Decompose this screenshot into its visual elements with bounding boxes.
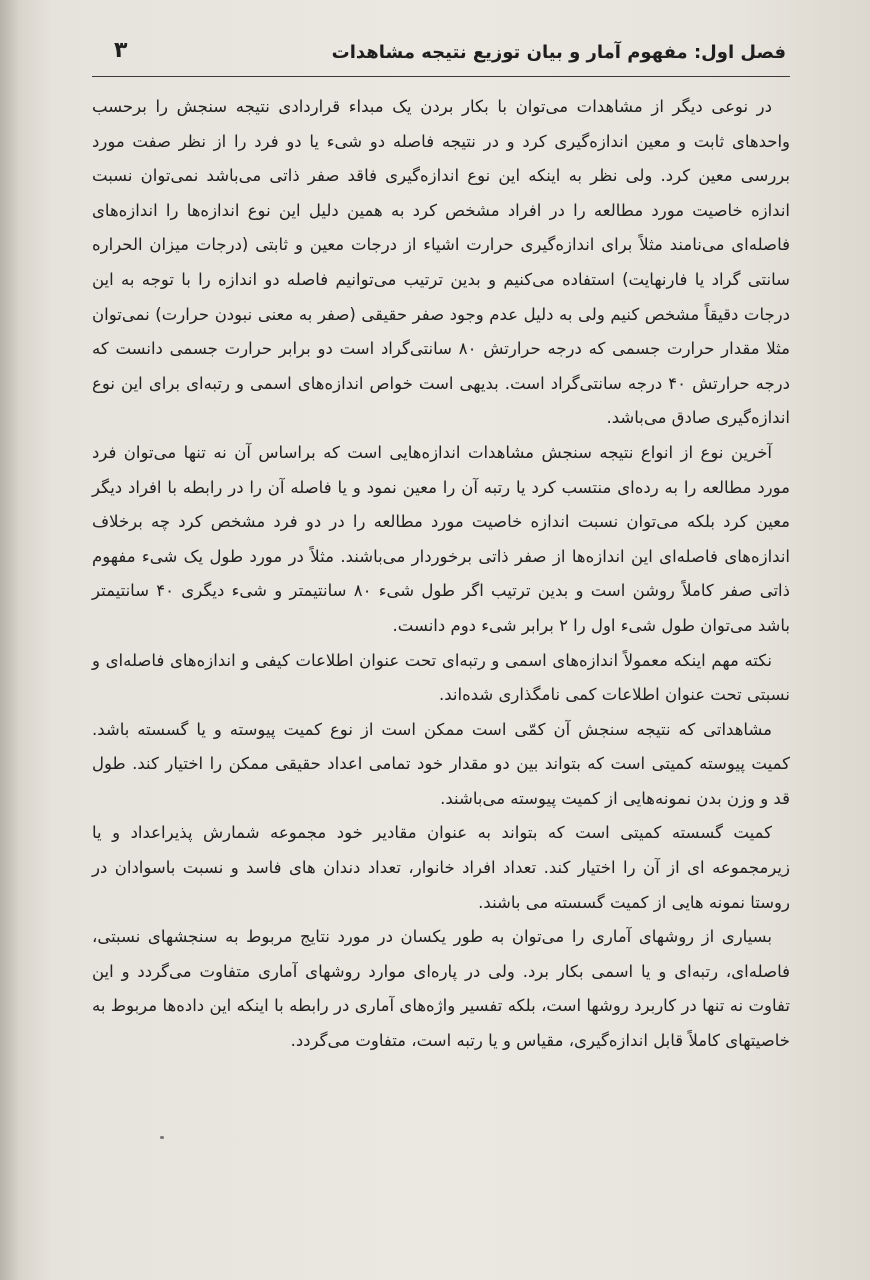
paragraph: آخرین نوع از انواع نتیجه سنجش مشاهدات اندازه‌هایی است که براساس آن نه تنها می‌توان فرد مورد مطالعه را به رده‌ای منتسب کرد یا رتبه آن را معین نمود و یا فاصله آن را در رابطه با افراد دیگر معین کرد بلکه می‌توان نسبت اندازه خاصیت مورد مطالعه را در دو فرد مشخص کرد چه برخلاف اندازه‌های فاصله‌ای این اندازه‌ها از صفر ذاتی برخوردار می‌باشند. مثلاً در مورد طول یک شیء مفهوم ذاتی صفر کاملاً روشن است و بدین ترتیب اگر طول شیء ۸۰ سانتیمتر و شیء دیگری ۴۰ سانتیمتر باشد می‌توان طول شیء اول را ۲ برابر شیء دوم دانست.	[92, 442, 790, 635]
paragraph: کمیت گسسته کمیتی است که بتواند به عنوان مقادیر خود مجموعه شمارش پذیراعداد و یا زیرمجموعه ای از آن را اختیار کند. تعداد افراد خانوار، تعداد دندان های فاسد و نسبت باسوادان در روستا نمونه هایی از کمیت گسسته می باشند.	[92, 823, 790, 912]
paragraph: مشاهداتی که نتیجه سنجش آن کمّی است ممکن است از نوع کمیت پیوسته و یا گسسته باشد. کمیت پیوسته کمیتی است که بتواند بین دو مقدار خود تمامی اعداد حقیقی ممکن را اختیار کند. طول قد و وزن بدن نمونه‌هایی از کمیت پیوسته می‌باشند.	[92, 719, 790, 808]
page-number: ۳	[114, 38, 128, 63]
running-header	[92, 36, 790, 77]
paragraph: نکته مهم اینکه معمولاً اندازه‌های اسمی و رتبه‌ای تحت عنوان اطلاعات کیفی و اندازه‌های فاصله‌ای و نسبتی تحت عنوان اطلاعات کمی نامگذاری شده‌اند.	[92, 650, 790, 705]
page-gutter-shadow	[0, 0, 20, 1280]
paragraph: بسیاری از روشهای آماری را می‌توان به طور یکسان در مورد نتایج مربوط به سنجشهای نسبتی، فاصله‌ای، رتبه‌ای و یا اسمی بکار برد. ولی در پاره‌ای موارد روشهای آماری متفاوت می‌گردد و این تفاوت نه تنها در کاربرد روشها است، بلکه تفسیر واژه‌های آماری در رابطه با اینکه این داده‌ها مربوط به خاصیتهای کاملاً قابل اندازه‌گیری، مقیاس و یا رتبه است، متفاوت می‌گردد.	[92, 927, 790, 1051]
paragraph: در نوعی دیگر از مشاهدات می‌توان با بکار بردن یک مبداء قراردادی نتیجه سنجش را برحسب واحدهای ثابت و معین اندازه‌گیری کرد و در نتیجه فاصله دو شیء یا دو فرد را از نظر صفت مورد بررسی معین کرد. ولی نظر به اینکه این نوع اندازه‌گیری فاقد صفر ذاتی می‌باشد نمی‌توان نسبت اندازه خاصیت مورد مطالعه را در افراد مشخص کرد به همین دلیل این نوع اندازه‌ها را اندازه‌های فاصله‌ای می‌نامند مثلاً برای اندازه‌گیری حرارت اشیاء از درجات معین و ثابتی (درجات میزان الحراره سانتی گراد یا فارنهایت) استفاده می‌کنیم و بدین ترتیب می‌توانیم فاصله دو اندازه را با توجه به این درجات دقیقاً مشخص کنیم ولی به دلیل عدم وجود صفر حقیقی (صفر به معنی نبودن حرارت) نمی‌توان مثلا مقدار حرارت جسمی که درجه حرارتش ۸۰ سانتی‌گراد است دو برابر حرارت جسمی دانست که درجه حرارتش ۴۰ درجه سانتی‌گراد است. بدیهی است خواص اندازه‌های اسمی و رتبه‌ای برای این نوع اندازه‌گیری صادق می‌باشد.	[92, 97, 791, 428]
chapter-title: فصل اول: مفهوم آمار و بیان توزیع نتیجه مشاهدات	[331, 42, 786, 63]
ink-speck	[160, 1136, 164, 1139]
body-text	[92, 90, 790, 1059]
